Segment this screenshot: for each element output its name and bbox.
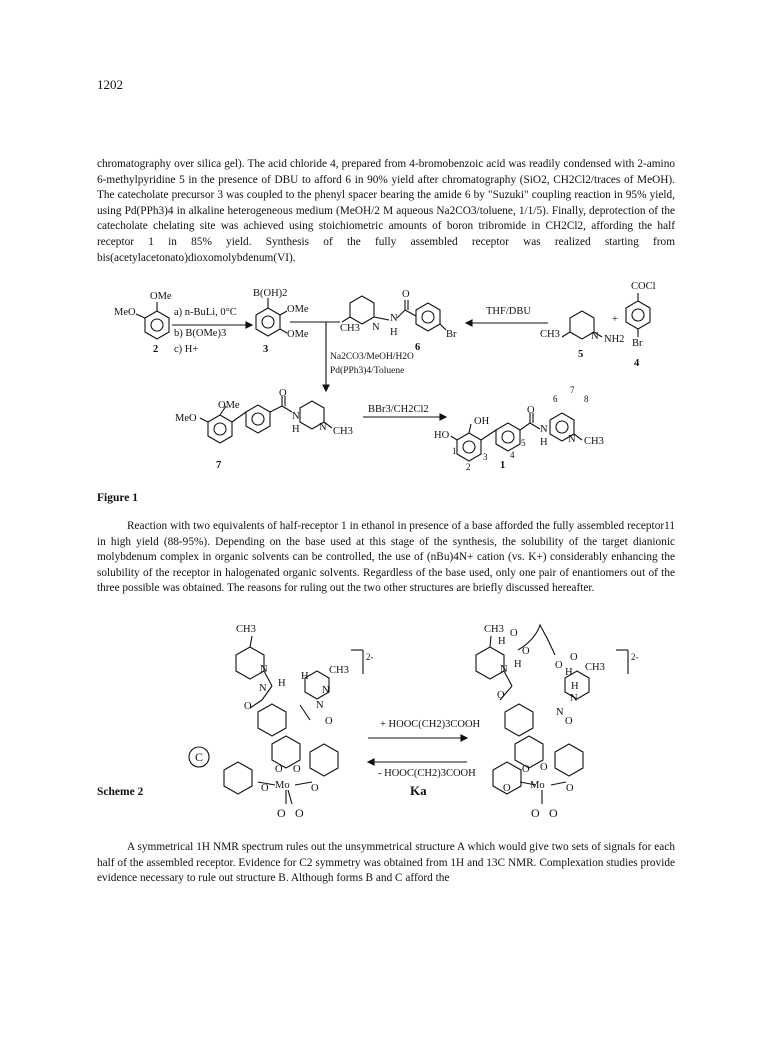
compound-3-number: 3 xyxy=(263,344,269,355)
s2-label-o-right-10: O xyxy=(566,783,574,794)
label-h-7: H xyxy=(292,424,300,435)
ring-number-3: 3 xyxy=(483,452,488,462)
label-ch3-5: CH3 xyxy=(540,329,560,340)
s2-label-o-right: O xyxy=(510,628,518,639)
s2-label-o-left-8: O xyxy=(295,806,304,820)
compound-1-number: 1 xyxy=(500,460,506,471)
s2-label-ch3-left-2: CH3 xyxy=(329,665,349,676)
paragraph-assembly: Reaction with two equivalents of half-receptor 1 in ethanol in presence of a base afforded the fully assembled receptor11 in high yield (88-95%). Depending on the base used at this stage of the synthesis, the solubility of the target dianionic molybdenum complex in organic solvents can be controlled, the use of (nBu)4N+ cation (vs. K+) considerably enhancing the solubility of the receptor in halogenated organic solvents. Regardless of the base used, only one pair of enantiomers out of the three possible was obtained. The reasons for ruling out the two other structures are briefly discussed hereafter. xyxy=(97,520,675,595)
s2-label-o-right-4: O xyxy=(570,652,578,663)
s2-label-o-left-4: O xyxy=(293,764,301,775)
label-ho-1: HO xyxy=(434,430,450,441)
scheme-2-caption: Scheme 2 xyxy=(97,786,144,798)
s2-label-o-right-7: O xyxy=(522,764,530,775)
s2-label-n-left-py: N xyxy=(260,664,268,675)
s2-label-o-right-12: O xyxy=(549,806,558,820)
compound-6-number: 6 xyxy=(415,342,421,353)
s2-label-o-right-6: O xyxy=(497,690,505,701)
reagent-suzuki-1: Na2CO3/MeOH/H2O xyxy=(330,352,414,362)
ring-number-1: 1 xyxy=(452,446,457,456)
label-n-amide-6: N xyxy=(390,313,398,324)
s2-label-n-right-2: N xyxy=(570,693,578,704)
s2-label-n-right-3: N xyxy=(556,707,564,718)
s2-label-o-left-5: O xyxy=(261,783,269,794)
s2-label-h-left: H xyxy=(278,678,286,689)
label-ch3-6: CH3 xyxy=(340,323,360,334)
label-oh-1: OH xyxy=(474,416,490,427)
s2-metal-right: Mo xyxy=(530,780,545,791)
label-meo-7: MeO xyxy=(175,413,197,424)
s2-forward-label: + HOOC(CH2)3COOH xyxy=(380,719,481,730)
paragraph-synthesis: chromatography over silica gel). The acid chloride 4, prepared from 4-bromobenzoic acid was readily condensed with 2-amino 6-methylpyridine 5 in the presence of DBU to afford 6 in 90% yield after chromatography (SiO2, CH2Cl2/traces of MeOH). The catecholate precursor 3 was coupled to the phenyl spacer bearing the amide 6 by "Suzuki" coupling reaction in 95% yield, using Pd(PPh3)4 in alkaline heterogeneous medium (MeOH/2 M aqueous Na2CO3/toluene, 1/1/5). Finally, deprotection of the catecholate chelating site was achieved using stoichiometric amounts of boron tribromide in CH2Cl2, affording the half receptor 1 in 85% yield. Synthesis of the fully assembled receptor was realized starting from bis(acetylacetonato)dioxomolybdenum(VI). xyxy=(97,158,675,264)
reagent-step-a: a) n-BuLi, 0°C xyxy=(174,307,237,318)
ring-number-4: 4 xyxy=(510,450,515,460)
label-n-amide-7: N xyxy=(292,411,300,422)
reagent-deprotect: BBr3/CH2Cl2 xyxy=(368,404,429,415)
s2-label-o-right-2: O xyxy=(522,646,530,657)
s2-label-h-left-2: H xyxy=(301,671,309,682)
label-h-6: H xyxy=(390,327,398,338)
label-o-1: O xyxy=(527,405,535,416)
label-ome-2: OMe xyxy=(150,291,172,302)
s2-label-o-right-8: O xyxy=(540,762,548,773)
label-ch3-1: CH3 xyxy=(584,436,604,447)
reagent-thf-dbu: THF/DBU xyxy=(486,306,531,317)
label-meo-2: MeO xyxy=(114,307,136,318)
s2-label-o-right-5: O xyxy=(565,716,573,727)
ring-number-5: 5 xyxy=(521,438,526,448)
compound-5-number: 5 xyxy=(578,349,584,360)
label-cocl: COCl xyxy=(631,281,656,292)
s2-ka: Ka xyxy=(410,783,427,798)
s2-label-ch3-right-top: CH3 xyxy=(484,624,504,635)
s2-label-h-right: H xyxy=(498,636,506,647)
label-nh2-5: NH2 xyxy=(604,334,625,345)
label-ome-7: OMe xyxy=(218,400,240,411)
s2-label-h-right-3: H xyxy=(565,667,573,678)
s2-label-n-right-py: N xyxy=(500,664,508,675)
s2-charge-right: 2- xyxy=(631,652,639,662)
s2-label-o-right-11: O xyxy=(531,806,540,820)
s2-label-o-left-2: O xyxy=(325,716,333,727)
s2-reverse-label: - HOOC(CH2)3COOH xyxy=(378,768,476,779)
s2-label-h-right-4: H xyxy=(571,681,579,692)
s2-charge-left: 2- xyxy=(366,652,374,662)
ring-number-7: 7 xyxy=(570,385,575,395)
label-br-4: Br xyxy=(632,338,643,349)
reagent-suzuki-2: Pd(PPh3)4/Toluene xyxy=(330,366,405,376)
label-n-amide-1: N xyxy=(540,424,548,435)
label-plus: + xyxy=(612,314,618,325)
s2-label-n-left-3: N xyxy=(316,700,324,711)
label-o-7: O xyxy=(279,388,287,399)
label-boh2: B(OH)2 xyxy=(253,288,288,299)
s2-label-h-right-2: H xyxy=(514,659,522,670)
s2-label-o-right-9: O xyxy=(503,783,511,794)
label-n-6: N xyxy=(372,322,380,333)
s2-structure-c-label: C xyxy=(195,750,204,764)
compound-7-number: 7 xyxy=(216,460,222,471)
label-n-5: N xyxy=(591,331,599,342)
s2-label-n-left-amide: N xyxy=(259,683,267,694)
s2-label-o-left-7: O xyxy=(277,806,286,820)
compound-4-number: 4 xyxy=(634,358,640,369)
reagent-step-b: b) B(OMe)3 xyxy=(174,328,227,339)
label-ome-3b: OMe xyxy=(287,329,309,340)
reagent-step-c: c) H+ xyxy=(174,344,199,355)
s2-label-n-left-2: N xyxy=(322,685,330,696)
s2-metal-left: Mo xyxy=(275,780,290,791)
s2-label-o-right-3: O xyxy=(555,660,563,671)
ring-number-2: 2 xyxy=(466,462,471,472)
label-o-6: O xyxy=(402,289,410,300)
label-h-1: H xyxy=(540,437,548,448)
s2-label-o-left-6: O xyxy=(311,783,319,794)
ring-number-8: 8 xyxy=(584,394,589,404)
s2-label-o-left-3: O xyxy=(275,764,283,775)
page-number: 1202 xyxy=(97,77,123,92)
label-br-6: Br xyxy=(446,329,457,340)
ring-number-6: 6 xyxy=(553,394,558,404)
s2-label-o-left: O xyxy=(244,701,252,712)
s2-label-ch3-left-top: CH3 xyxy=(236,624,256,635)
label-n-1: N xyxy=(568,434,576,445)
s2-label-ch3-right-2: CH3 xyxy=(585,662,605,673)
label-ch3-7: CH3 xyxy=(333,426,353,437)
label-ome-3a: OMe xyxy=(287,304,309,315)
figure-1-caption: Figure 1 xyxy=(97,492,138,504)
compound-2-number: 2 xyxy=(153,344,159,355)
label-n-7: N xyxy=(319,422,327,433)
paragraph-nmr: A symmetrical 1H NMR spectrum rules out the unsymmetrical structure A which would give two sets of signals for each half of the assembled receptor. Evidence for C2 symmetry was obtained from 1H and 13C NMR. Complexation studies provide evidence necessary to rule out structure B. Although forms B and C afford the xyxy=(97,841,675,885)
